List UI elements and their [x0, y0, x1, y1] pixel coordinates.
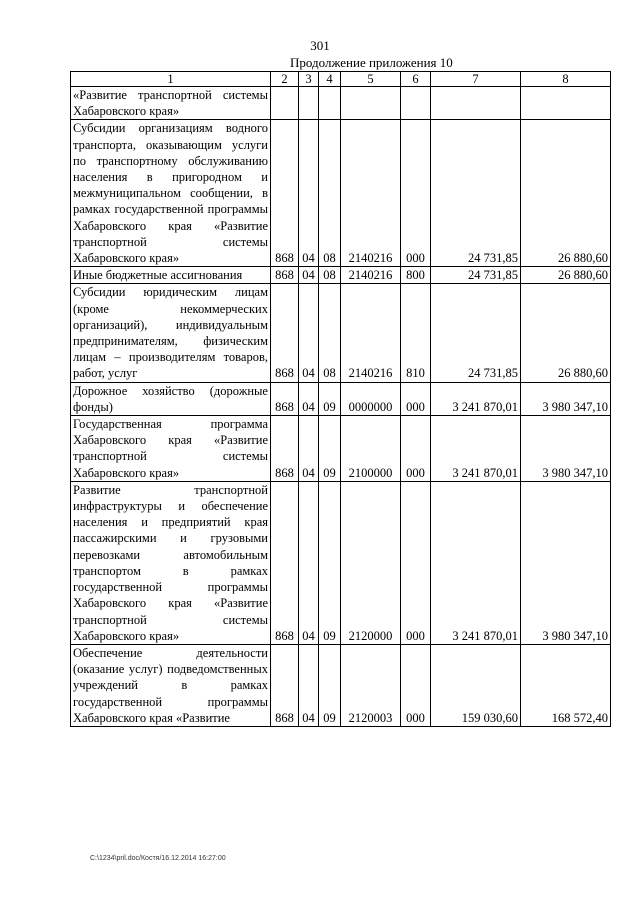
row-name: Обеспечение деятельности (оказание услуг) подведомственных учреждений в рамках государственной программы Хабаровского края «Развитие	[71, 644, 271, 726]
column-header: 1	[71, 72, 271, 87]
cell-target: 2120000	[341, 481, 401, 644]
table-row	[71, 382, 611, 415]
cell-target: 2140216	[341, 284, 401, 382]
cell-section: 04	[299, 267, 319, 284]
cell-expense-type: 800	[401, 267, 431, 284]
document-footer-path: C:\1234\pril.doc/Костя/16.12.2014 16:27:00	[90, 855, 226, 862]
cell-amount-2: 26 880,60	[521, 120, 611, 267]
cell-amount-1	[431, 87, 521, 120]
cell-target: 0000000	[341, 382, 401, 415]
cell-admin	[271, 87, 299, 120]
row-name: Субсидии юридическим лицам (кроме некоммерческих организаций), индивидуальным предпринимателям, физическим лицам – производителям товаров, работ, услуг	[71, 284, 271, 382]
cell-section: 04	[299, 416, 319, 482]
table-row	[71, 267, 611, 284]
cell-subsection: 09	[319, 416, 341, 482]
cell-subsection: 09	[319, 644, 341, 726]
cell-amount-2: 3 980 347,10	[521, 382, 611, 415]
table-row	[71, 87, 611, 120]
header-row	[71, 72, 611, 87]
column-header: 7	[431, 72, 521, 87]
row-name: «Развитие транспортной системы Хабаровского края»	[71, 87, 271, 120]
cell-admin: 868	[271, 481, 299, 644]
cell-target: 2100000	[341, 416, 401, 482]
cell-subsection	[319, 87, 341, 120]
cell-admin: 868	[271, 416, 299, 482]
cell-target	[341, 87, 401, 120]
column-header: 8	[521, 72, 611, 87]
cell-section: 04	[299, 284, 319, 382]
cell-amount-1: 24 731,85	[431, 120, 521, 267]
table-row	[71, 481, 611, 644]
column-header: 4	[319, 72, 341, 87]
cell-expense-type: 000	[401, 120, 431, 267]
cell-amount-2	[521, 87, 611, 120]
cell-amount-1: 159 030,60	[431, 644, 521, 726]
cell-expense-type: 810	[401, 284, 431, 382]
cell-section: 04	[299, 644, 319, 726]
cell-subsection: 09	[319, 382, 341, 415]
cell-expense-type: 000	[401, 382, 431, 415]
cell-expense-type: 000	[401, 416, 431, 482]
column-header: 6	[401, 72, 431, 87]
cell-target: 2120003	[341, 644, 401, 726]
row-name: Государственная программа Хабаровского края «Развитие транспортной системы Хабаровского края»	[71, 416, 271, 482]
row-name: Дорожное хозяйство (дорожные фонды)	[71, 382, 271, 415]
cell-admin: 868	[271, 284, 299, 382]
cell-amount-2: 26 880,60	[521, 284, 611, 382]
row-name: Развитие транспортной инфраструктуры и обеспечение населения и предприятий края пассажирскими и грузовыми перевозками автомобильным транспортом в рамках государственной программы Хабаровского края «Развитие транспортной системы Хабаровского края»	[71, 481, 271, 644]
cell-amount-1: 3 241 870,01	[431, 481, 521, 644]
cell-admin: 868	[271, 267, 299, 284]
cell-amount-1: 3 241 870,01	[431, 382, 521, 415]
cell-amount-1: 3 241 870,01	[431, 416, 521, 482]
table-row	[71, 644, 611, 726]
cell-expense-type	[401, 87, 431, 120]
row-name: Иные бюджетные ассигнования	[71, 267, 271, 284]
table-row	[71, 120, 611, 267]
table-row	[71, 416, 611, 482]
cell-section: 04	[299, 120, 319, 267]
cell-amount-2: 3 980 347,10	[521, 416, 611, 482]
cell-admin: 868	[271, 382, 299, 415]
cell-admin: 868	[271, 120, 299, 267]
cell-target: 2140216	[341, 267, 401, 284]
cell-amount-1: 24 731,85	[431, 267, 521, 284]
cell-admin: 868	[271, 644, 299, 726]
cell-expense-type: 000	[401, 481, 431, 644]
cell-section	[299, 87, 319, 120]
cell-subsection: 08	[319, 267, 341, 284]
row-name: Субсидии организациям водного транспорта, оказывающим услуги по транспортному обслуживанию населения в пригородном и межмуниципальном сообщении, в рамках государственной программы Хабаровского края «Развитие транспортной системы Хабаровского края»	[71, 120, 271, 267]
cell-amount-1: 24 731,85	[431, 284, 521, 382]
cell-section: 04	[299, 382, 319, 415]
budget-table	[70, 71, 611, 727]
cell-expense-type: 000	[401, 644, 431, 726]
page-number: 301	[310, 38, 330, 53]
cell-target: 2140216	[341, 120, 401, 267]
cell-section: 04	[299, 481, 319, 644]
cell-amount-2: 26 880,60	[521, 267, 611, 284]
column-header: 2	[271, 72, 299, 87]
cell-amount-2: 168 572,40	[521, 644, 611, 726]
cell-subsection: 08	[319, 284, 341, 382]
continuation-caption: Продолжение приложения 10	[290, 55, 453, 70]
table-row	[71, 284, 611, 382]
cell-subsection: 09	[319, 481, 341, 644]
cell-amount-2: 3 980 347,10	[521, 481, 611, 644]
column-header: 3	[299, 72, 319, 87]
column-header: 5	[341, 72, 401, 87]
cell-subsection: 08	[319, 120, 341, 267]
